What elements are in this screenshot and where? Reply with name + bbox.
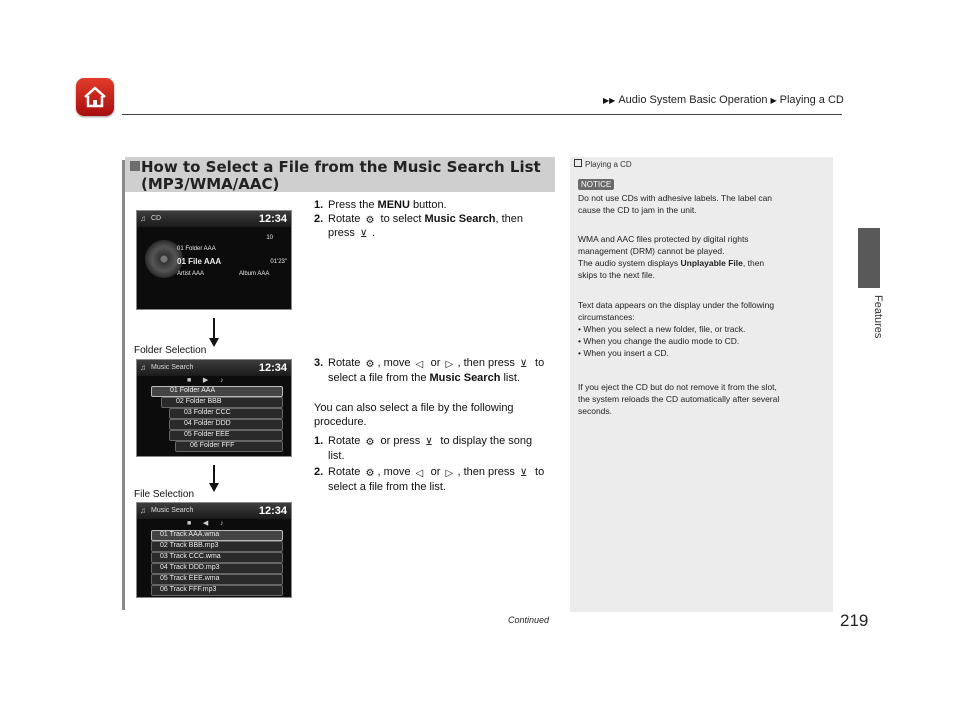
step-2: 2. Rotate ⚙ to select Music Search, then: [314, 213, 523, 226]
bullet-item: • When you insert a CD.: [578, 348, 669, 358]
section-bar: [122, 160, 125, 610]
selector-knob-icon: ⚙: [365, 437, 375, 448]
alt-step-1-line2: list.: [328, 450, 345, 462]
note-paragraph: Text data appears on the display under the following circumstances: • When you select a new folder, file, or track. • When you change the audio mode to CD. • When you insert a CD.: [578, 299, 826, 359]
screen-title-bar: [137, 360, 291, 376]
list-item[interactable]: 06 Folder FFF: [175, 441, 283, 452]
list-item[interactable]: 05 Track EEE.wma: [151, 574, 283, 585]
down-arrow-icon: [209, 483, 219, 492]
move-right-icon: ▷: [445, 359, 454, 370]
arrow-shaft: [213, 318, 215, 340]
list-item[interactable]: 02 Track BBB.mp3: [151, 541, 283, 552]
press-knob-icon: ⊻: [359, 229, 368, 240]
clock: 12:34: [258, 362, 287, 374]
press-knob-icon: ⊻: [425, 437, 433, 448]
screen-title-bar: [137, 211, 291, 227]
breadcrumb-arrow-icon: ▶▶: [603, 96, 616, 105]
elapsed-time: 01'23": [270, 259, 287, 265]
home-button[interactable]: [76, 78, 114, 116]
search-mode-icons: ■ ◀ ♪: [187, 520, 224, 527]
note-marker-icon: [574, 159, 582, 167]
track-number: 10: [266, 235, 273, 241]
move-left-icon: ◁: [415, 359, 424, 370]
list-item[interactable]: 06 Track FFF.mp3: [151, 585, 283, 596]
alt-step-2: 2. Rotate ⚙ , move ◁ or ▷ , then press ⊻ to: [314, 466, 545, 479]
list-item[interactable]: 04 Track DDD.mp3: [151, 563, 283, 574]
down-arrow-icon: [209, 338, 219, 347]
page-number: 219: [840, 611, 869, 630]
section-title-line2: (MP3/WMA/AAC): [141, 175, 280, 193]
step-3-line2: select a file from the Music Search list.: [328, 372, 520, 384]
arrow-shaft: [213, 465, 215, 485]
press-knob-icon: ⊻: [520, 359, 528, 370]
home-icon: [76, 78, 114, 116]
list-item[interactable]: 03 Folder CCC: [169, 408, 283, 419]
header-divider: [122, 114, 842, 115]
artist-name: Artist AAA: [177, 271, 205, 277]
move-right-icon: ▷: [445, 468, 454, 479]
move-left-icon: ◁: [415, 468, 424, 479]
screen-title-bar: [137, 503, 291, 519]
bullet-item: • When you select a new folder, file, or track.: [578, 324, 746, 334]
section-heading: [125, 157, 555, 192]
folder-name: 01 Folder AAA: [177, 246, 216, 252]
section-title-line1: How to Select a File from the Music Search List: [141, 158, 541, 176]
breadcrumb-item[interactable]: Audio System Basic Operation: [618, 94, 768, 106]
file-name: 01 File AAA: [177, 257, 222, 266]
step-2-line2: press ⊻ .: [328, 227, 376, 240]
breadcrumb-arrow-icon: ▶: [770, 96, 777, 105]
continued-label: Continued: [508, 615, 550, 625]
notes-title: Playing a CD: [574, 159, 632, 169]
step-1: 1. Press the MENU button.: [314, 199, 447, 211]
album-name: Album AAA: [239, 271, 270, 277]
chapter-tab[interactable]: [858, 228, 880, 288]
screen-title: Music Search: [151, 507, 194, 514]
folder-selection-caption: Folder Selection: [134, 345, 207, 356]
cd-screen: [136, 210, 292, 310]
list-item[interactable]: 01 Track AAA.wma: [151, 530, 283, 541]
list-item[interactable]: 04 Folder DDD: [169, 419, 283, 430]
alt-intro: You can also select a file by the following procedure.: [314, 402, 514, 428]
note-paragraph: WMA and AAC files protected by digital rights management (DRM) cannot be played. The audio system displays Unplayable File, then skips to the next file.: [578, 234, 765, 280]
breadcrumb: [600, 94, 844, 106]
press-knob-icon: ⊻: [520, 468, 528, 479]
heading-square-icon: [130, 161, 140, 171]
selector-knob-icon: ⚙: [365, 215, 375, 226]
alt-step-2-line2: select a file from the list.: [328, 481, 446, 493]
file-list-screen: [136, 502, 292, 598]
screen-title: Music Search: [151, 364, 194, 371]
file-selection-caption: File Selection: [134, 489, 195, 500]
notice-badge: NOTICE: [578, 179, 614, 190]
selector-knob-icon: ⚙: [365, 468, 375, 479]
bullet-item: • When you change the audio mode to CD.: [578, 336, 740, 346]
search-mode-icons: ■ ▶ ♪: [187, 377, 224, 384]
music-note-icon: ♫: [140, 506, 146, 515]
list-item[interactable]: 03 Track CCC.wma: [151, 552, 283, 563]
list-item[interactable]: 01 Folder AAA: [151, 386, 283, 397]
alt-step-1: 1. Rotate ⚙ or press ⊻ to display the song: [314, 435, 533, 448]
clock: 12:34: [258, 213, 287, 225]
list-item[interactable]: 02 Folder BBB: [161, 397, 283, 408]
clock: 12:34: [258, 505, 287, 517]
breadcrumb-item[interactable]: Playing a CD: [779, 94, 844, 106]
chapter-label: Features: [872, 295, 884, 339]
step-3: 3. Rotate ⚙ , move ◁ or ▷ , then press ⊻ to: [314, 357, 545, 370]
music-note-icon: ♫: [140, 363, 146, 372]
selector-knob-icon: ⚙: [365, 359, 375, 370]
music-note-icon: ♫: [140, 214, 146, 223]
folder-list-screen: [136, 359, 292, 457]
note-paragraph: If you eject the CD but do not remove it from the slot, the system reloads the CD automatically after several seconds.: [578, 382, 780, 416]
note-paragraph: Do not use CDs with adhesive labels. The label can cause the CD to jam in the unit.: [578, 193, 773, 215]
screen-title: CD: [151, 215, 162, 222]
list-item[interactable]: 05 Folder EEE: [169, 430, 283, 441]
